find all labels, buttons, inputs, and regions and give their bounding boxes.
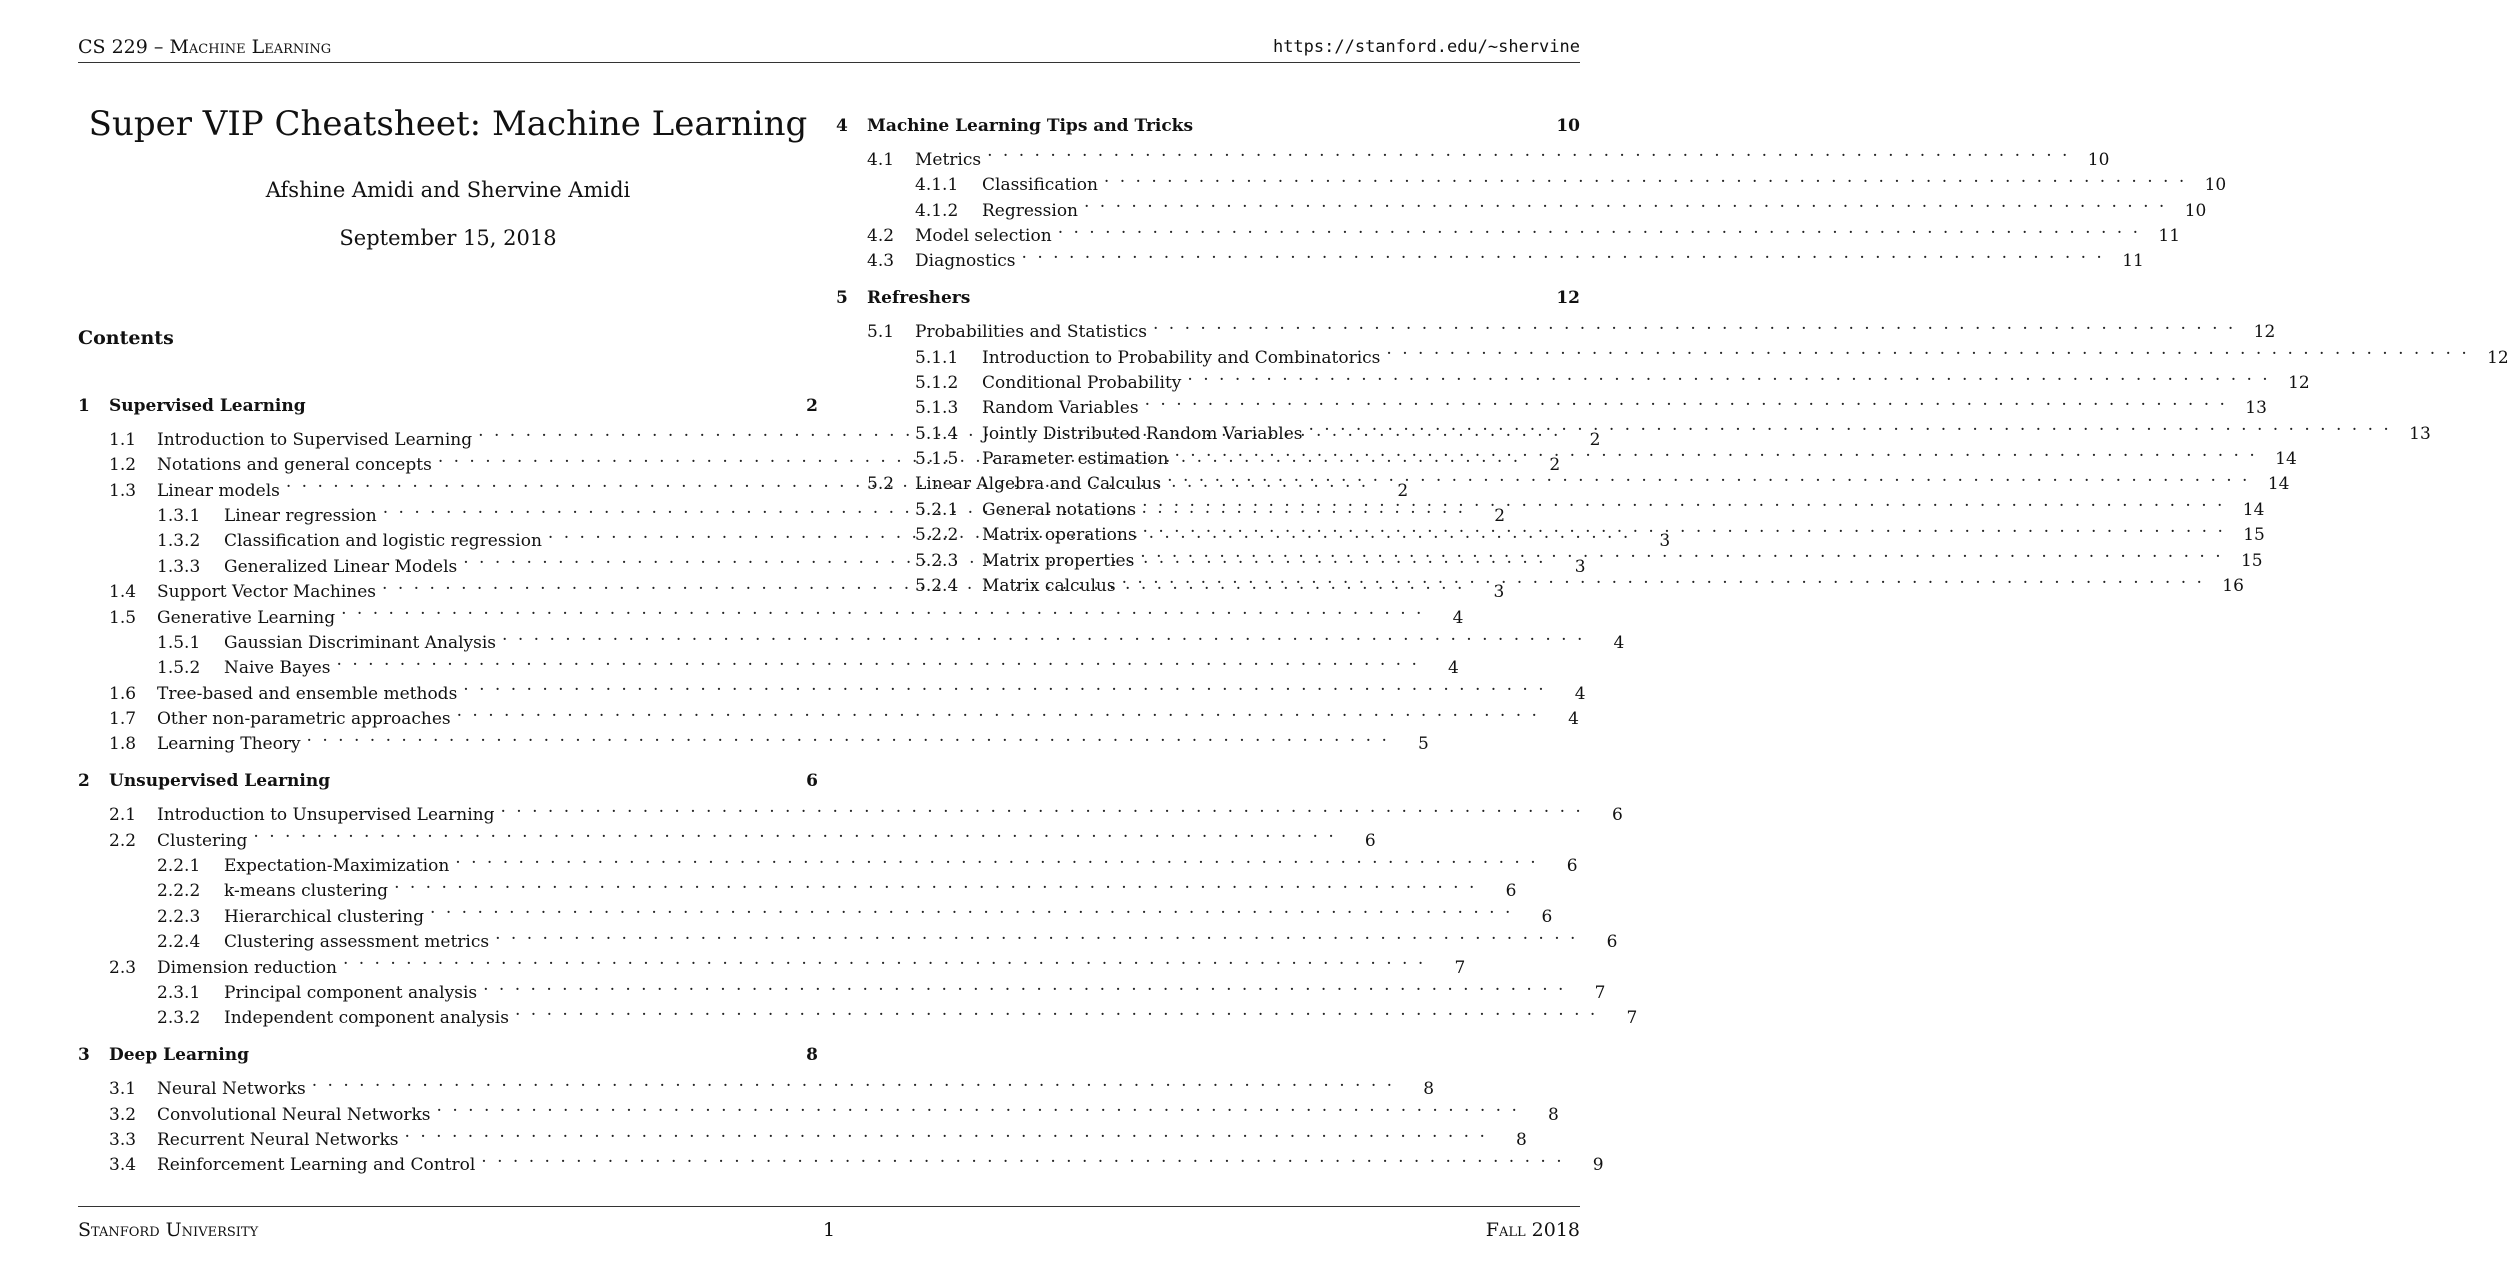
toc-leader-dots (1308, 413, 2388, 438)
toc-entry-page: 6 (1364, 830, 1376, 851)
toc-entry-number: 5 (836, 288, 848, 309)
toc-entry-title: Diagnostics (915, 251, 1016, 272)
toc-entry-title: Naive Bayes (224, 658, 331, 679)
toc-entry-number: 2.2.2 (157, 881, 201, 902)
toc-entry-page: 3 (1659, 531, 1671, 552)
toc-leader-dots (987, 139, 2067, 164)
toc-entry-title: Classification (982, 175, 1098, 196)
toc-entry-number: 4.2 (867, 225, 895, 246)
toc-entry-page: 4 (1568, 709, 1579, 730)
toc-leader-dots (337, 648, 1417, 673)
toc-entry-page: 14 (2267, 474, 2290, 495)
toc-entry-number: 3.1 (109, 1079, 137, 1100)
toc-entry-page: 8 (806, 1045, 818, 1066)
toc-entry-title: Principal component analysis (224, 983, 478, 1003)
toc-leader-dots (253, 820, 1333, 845)
toc-entry-page: 4 (1452, 607, 1464, 628)
toc-entry-page: 2 (1494, 505, 1506, 526)
toc-entry-title: Probabilities and Statistics (915, 322, 1147, 343)
toc-leader-dots (483, 973, 1563, 998)
toc-entry-page: 3 (1574, 556, 1586, 577)
toc-entry-title: Deep Learning (109, 1045, 249, 1066)
toc-entry-page: 5 (1418, 734, 1429, 755)
toc-entry-page: 6 (1612, 805, 1623, 826)
toc-entry-title: Convolutional Neural Networks (157, 1104, 431, 1125)
toc-entry-page: 16 (2222, 576, 2244, 597)
toc-leader-dots (1122, 566, 2202, 591)
toc-entry-number: 1.6 (109, 683, 137, 704)
toc-leader-dots (463, 673, 1543, 698)
toc-entry-title: Machine Learning Tips and Tricks (867, 116, 1194, 136)
toc-entry-number: 1 (78, 396, 90, 416)
toc-section (836, 114, 2227, 272)
toc-entry-title: Parameter estimation (982, 449, 1169, 470)
toc-entry-number: 5.2.1 (915, 499, 959, 520)
toc-entry-number: 5.1.4 (915, 423, 959, 444)
toc-entry-number: 2 (78, 771, 90, 792)
toc-entry-number: 5.1.5 (915, 449, 959, 470)
toc-leader-dots (502, 623, 1582, 648)
toc-entry-page: 13 (2409, 423, 2431, 444)
toc-entry-title: Regression (982, 200, 1078, 221)
toc-leader-dots (1058, 216, 2138, 241)
toc-entry-number: 5.1.2 (915, 372, 959, 393)
toc-entry-page: 3 (1493, 582, 1505, 603)
toc-entry-page: 7 (1454, 957, 1466, 978)
toc-entry-page: 6 (1566, 856, 1578, 877)
toc-entry-number: 2.2 (109, 830, 137, 851)
toc-entry-page: 4 (1574, 683, 1586, 704)
toc-entry-page: 10 (2204, 175, 2227, 196)
toc-entry-title: Matrix operations (982, 525, 1137, 546)
toc-entry-page: 6 (1505, 881, 1517, 902)
document-title: Super VIP Cheatsheet: Machine Learning (88, 104, 808, 144)
toc-entry-page: 6 (1541, 906, 1553, 927)
toc-entry-number: 5.2.4 (915, 576, 959, 597)
toc-entry-number: 5.2.2 (915, 525, 959, 546)
toc-entry-page: 14 (2242, 499, 2265, 520)
toc-entry-page: 2 (1549, 455, 1561, 476)
toc-section (836, 286, 2509, 597)
toc-entry-title: Neural Networks (157, 1079, 306, 1100)
toc-entry-number: 1.3 (109, 480, 137, 501)
toc-entry-page: 10 (2184, 200, 2207, 221)
toc-entry-number: 1.3.3 (157, 556, 201, 577)
toc-leader-dots (1022, 241, 2102, 266)
toc-entry-page: 10 (1556, 116, 1580, 136)
toc-entry-title: Support Vector Machines (157, 582, 377, 603)
toc-entry-page: 8 (1423, 1079, 1435, 1100)
toc-leader-dots (1140, 540, 2220, 565)
toc-entry-title: Notations and general concepts (157, 455, 432, 476)
toc-entry-number: 3 (78, 1045, 90, 1066)
toc-entry-title: Model selection (915, 225, 1052, 246)
toc-leader-dots (515, 998, 1595, 1023)
course-name: CS 229 – Machine Learning (78, 36, 332, 58)
toc-entry-page: 12 (2487, 347, 2509, 368)
toc-entry-page: 13 (2245, 398, 2267, 419)
toc-leader-dots (1187, 363, 2267, 388)
toc-entry-number: 5.2.3 (915, 550, 959, 571)
toc-entry-title: k-means clustering (224, 881, 389, 902)
toc-leader-dots (457, 699, 1537, 724)
toc-entry-number: 1.2 (109, 455, 137, 476)
toc-entry-title: Recurrent Neural Networks (157, 1129, 399, 1150)
toc-section-entry[interactable] (836, 286, 1580, 311)
toc-leader-dots (495, 922, 1575, 947)
toc-entry-page: 8 (1548, 1104, 1559, 1125)
title-block (78, 104, 818, 250)
toc-entry-page: 12 (2253, 322, 2276, 343)
toc-entry-title: Classification and logistic regression (224, 531, 542, 552)
toc-entry-title: Linear regression (224, 505, 377, 526)
toc-entry-title: Matrix calculus (982, 576, 1116, 597)
toc-entry-page: 10 (2087, 149, 2110, 170)
toc-entry-page: 7 (1594, 983, 1606, 1003)
toc-entry-title: Expectation-Maximization (224, 856, 450, 877)
toc-entry-number: 4.1.1 (915, 175, 959, 196)
toc-entry-number: 3.4 (109, 1155, 137, 1176)
toc-entry-number: 1.7 (109, 709, 137, 730)
toc-leader-dots (343, 947, 1423, 972)
toc-entry-page: 6 (1606, 932, 1618, 953)
toc-entry-title: Jointly Distributed Random Variables (982, 423, 1303, 444)
toc-entry-title: Other non-parametric approaches (157, 709, 451, 730)
toc-subsection-entry[interactable] (836, 312, 2276, 343)
toc-section-entry[interactable] (78, 394, 818, 419)
toc-entry-page: 11 (2122, 251, 2144, 272)
toc-entry-number: 2.2.3 (157, 906, 201, 927)
toc-entry-title: Introduction to Unsupervised Learning (157, 805, 495, 826)
toc-entry-number: 2.3.1 (157, 983, 201, 1003)
toc-entry-number: 2.2.4 (157, 932, 201, 953)
toc-entry-title: General notations (982, 499, 1137, 520)
toc-leader-dots (1143, 515, 2223, 540)
toc-section (78, 769, 1638, 1029)
toc-entry-title: Unsupervised Learning (109, 771, 331, 792)
toc-entry-title: Metrics (915, 149, 982, 170)
author-url-link[interactable]: https://stanford.edu/~shervine (1272, 37, 1580, 57)
footer-term: Fall 2018 (1485, 1219, 1580, 1241)
toc-entry-number: 1.3.2 (157, 531, 201, 552)
toc-leader-dots (430, 896, 1510, 921)
toc-entry-title: Random Variables (982, 398, 1139, 419)
toc-section-entry[interactable] (78, 769, 818, 794)
toc-entry-number: 2.1 (109, 805, 137, 826)
toc-section-entry[interactable] (78, 1043, 818, 1068)
toc-entry-title: Conditional Probability (982, 372, 1182, 393)
toc-entry-page: 12 (2288, 372, 2310, 393)
toc-entry-title: Reinforcement Learning and Control (157, 1155, 476, 1176)
toc-entry-title: Hierarchical clustering (224, 906, 425, 927)
toc-entry-page: 2 (806, 396, 818, 416)
toc-entry-title: Tree-based and ensemble methods (157, 683, 458, 704)
toc-entry-number: 5.2 (867, 474, 895, 495)
toc-entry-number: 4.3 (867, 251, 895, 272)
toc-entry-title: Refreshers (867, 288, 971, 309)
toc-entry-title: Introduction to Probability and Combinatorics (982, 347, 1381, 368)
toc-entry-page: 7 (1626, 1008, 1638, 1029)
toc-leader-dots (405, 1120, 1485, 1145)
toc-entry-page: 9 (1592, 1155, 1604, 1176)
toc-entry-title: Dimension reduction (157, 957, 337, 978)
contents-heading: Contents (78, 327, 174, 349)
toc-entry-title: Clustering assessment metrics (224, 932, 490, 953)
toc-entry-number: 2.2.1 (157, 856, 201, 877)
toc-leader-dots (1084, 190, 2164, 215)
toc-entry-number: 1.5 (109, 607, 137, 628)
document-authors: Afshine Amidi and Shervine Amidi (265, 178, 631, 202)
toc-right-column (836, 114, 2509, 611)
toc-entry-title: Matrix properties (982, 550, 1135, 571)
toc-leader-dots (437, 1094, 1517, 1119)
toc-entry-title: Linear Algebra and Calculus (915, 474, 1162, 495)
toc-entry-number: 2.3.2 (157, 1008, 201, 1029)
toc-entry-page: 12 (1556, 288, 1580, 309)
toc-leader-dots (1145, 388, 2225, 413)
toc-entry-number: 1.5.1 (157, 632, 201, 653)
toc-entry-number: 2.3 (109, 957, 137, 978)
toc-entry-number: 1.1 (109, 429, 137, 450)
toc-entry-page: 4 (1448, 658, 1459, 679)
toc-entry-number: 1.3.1 (157, 505, 201, 526)
toc-entry-number: 5.1.1 (915, 347, 959, 368)
toc-subsection-entry[interactable] (78, 1069, 1435, 1100)
toc-entry-page: 14 (2275, 449, 2297, 470)
toc-leader-dots (1386, 337, 2466, 362)
toc-entry-number: 5.1 (867, 322, 895, 343)
toc-entry-title: Gaussian Discriminant Analysis (224, 632, 497, 653)
toc-entry-page: 4 (1613, 632, 1625, 653)
toc-leader-dots (501, 795, 1581, 820)
toc-entry-title: Supervised Learning (109, 396, 306, 416)
toc-entry-title: Introduction to Supervised Learning (157, 429, 473, 450)
toc-entry-page: 6 (806, 771, 818, 792)
document-date: September 15, 2018 (339, 226, 557, 250)
toc-entry-title: Linear models (157, 480, 280, 501)
running-header (78, 34, 1580, 63)
toc-entry-page: 11 (2158, 225, 2181, 246)
toc-entry-title: Independent component analysis (224, 1008, 509, 1029)
toc-leader-dots (312, 1069, 1392, 1094)
toc-leader-dots (1104, 165, 2184, 190)
toc-entry-page: 2 (1397, 480, 1409, 501)
toc-entry-number: 4.1.2 (915, 200, 959, 221)
toc-entry-title: Learning Theory (157, 734, 301, 755)
toc-leader-dots (481, 1145, 1561, 1170)
page-number: 1 (822, 1219, 836, 1241)
footer-institution: Stanford University (78, 1219, 259, 1241)
toc-leader-dots (1167, 464, 2247, 489)
toc-section (78, 1043, 1604, 1176)
toc-leader-dots (1153, 312, 2233, 337)
toc-entry-number: 4.1 (867, 149, 895, 170)
toc-entry-title: Clustering (157, 830, 248, 851)
toc-entry-page: 8 (1516, 1129, 1527, 1150)
toc-leader-dots (1142, 489, 2222, 514)
toc-entry-number: 5.1.3 (915, 398, 959, 419)
toc-leader-dots (394, 871, 1474, 896)
toc-subsection-entry[interactable] (78, 795, 1623, 826)
toc-entry-page: 2 (1589, 429, 1601, 450)
toc-entry-number: 4 (836, 116, 848, 136)
toc-subsection-entry[interactable] (836, 139, 2110, 170)
toc-entry-number: 1.5.2 (157, 658, 201, 679)
toc-leader-dots (1174, 439, 2254, 464)
toc-entry-number: 1.4 (109, 582, 137, 603)
toc-entry-number: 3.3 (109, 1129, 137, 1150)
toc-section-entry[interactable] (836, 114, 1580, 139)
toc-leader-dots (307, 724, 1387, 749)
toc-entry-title: Generative Learning (157, 607, 336, 628)
toc-entry-number: 3.2 (109, 1104, 137, 1125)
toc-entry-number: 1.8 (109, 734, 137, 755)
toc-leader-dots (455, 846, 1535, 871)
running-footer (78, 1206, 1580, 1247)
toc-entry-page: 15 (2240, 550, 2263, 571)
toc-entry-page: 15 (2243, 525, 2265, 546)
toc-entry-title: Generalized Linear Models (224, 556, 458, 577)
